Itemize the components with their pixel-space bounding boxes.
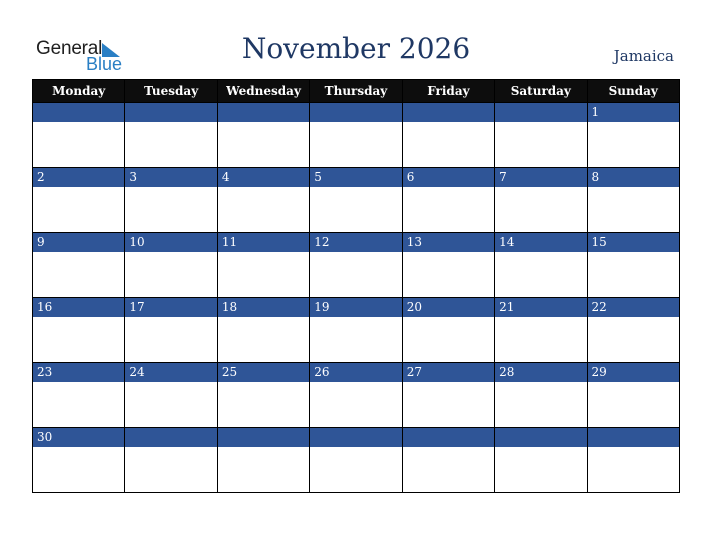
day-cell-body [218, 168, 309, 232]
day-cell-body [310, 428, 401, 492]
day-cell-body [588, 428, 679, 492]
day-cell[interactable] [33, 103, 125, 168]
day-cell-body [218, 233, 309, 297]
day-cell[interactable] [125, 428, 217, 493]
day-cell[interactable] [217, 298, 309, 363]
week-row [33, 428, 680, 493]
logo-text-general: General [36, 38, 103, 59]
week-row [33, 298, 680, 363]
day-number: 16 [33, 298, 124, 317]
day-cell[interactable] [217, 428, 309, 493]
day-number: 23 [33, 363, 124, 382]
weekday-header: Sunday [587, 80, 679, 103]
day-number: 29 [588, 363, 679, 382]
weekday-header-row [33, 80, 680, 103]
day-cell-body [403, 168, 494, 232]
week-row [33, 103, 680, 168]
day-cell-body [403, 298, 494, 362]
day-cell[interactable] [495, 233, 587, 298]
day-cell-body [403, 363, 494, 427]
day-number: 30 [33, 428, 124, 447]
day-number [403, 428, 494, 447]
calendar-grid [32, 79, 680, 493]
day-cell-body [310, 233, 401, 297]
day-number: 27 [403, 363, 494, 382]
day-cell-body [588, 103, 679, 167]
day-cell-body [588, 298, 679, 362]
day-cell-body [588, 168, 679, 232]
day-cell[interactable] [125, 103, 217, 168]
day-cell[interactable] [402, 103, 494, 168]
day-cell-body [125, 233, 216, 297]
day-number [125, 103, 216, 122]
day-cell[interactable] [125, 298, 217, 363]
day-cell[interactable] [217, 168, 309, 233]
week-row [33, 363, 680, 428]
weekday-header: Saturday [495, 80, 587, 103]
day-number: 26 [310, 363, 401, 382]
day-number: 17 [125, 298, 216, 317]
day-cell[interactable] [217, 103, 309, 168]
day-number: 21 [495, 298, 586, 317]
day-number: 13 [403, 233, 494, 252]
day-cell-body [33, 168, 124, 232]
day-number: 1 [588, 103, 679, 122]
day-cell-body [588, 363, 679, 427]
day-cell-body [218, 103, 309, 167]
day-number: 4 [218, 168, 309, 187]
page-title: November 2026 [241, 32, 471, 65]
day-number: 6 [403, 168, 494, 187]
country-label: Jamaica [613, 47, 674, 65]
day-number [310, 428, 401, 447]
day-cell[interactable] [587, 233, 679, 298]
day-number [218, 103, 309, 122]
day-cell-body [310, 363, 401, 427]
day-cell-body [495, 363, 586, 427]
day-cell[interactable] [402, 428, 494, 493]
day-number: 5 [310, 168, 401, 187]
day-number [403, 103, 494, 122]
day-number: 8 [588, 168, 679, 187]
day-cell[interactable] [587, 103, 679, 168]
day-number: 11 [218, 233, 309, 252]
day-cell-body [495, 168, 586, 232]
day-cell-body [33, 363, 124, 427]
day-number: 15 [588, 233, 679, 252]
day-number: 19 [310, 298, 401, 317]
day-cell[interactable] [402, 298, 494, 363]
day-cell-body [125, 298, 216, 362]
day-cell-body [495, 233, 586, 297]
day-number [495, 428, 586, 447]
day-cell-body [495, 103, 586, 167]
day-cell[interactable] [33, 363, 125, 428]
day-cell[interactable] [495, 298, 587, 363]
day-cell-body [125, 363, 216, 427]
day-cell-body [310, 168, 401, 232]
weekday-header: Friday [402, 80, 494, 103]
day-cell[interactable] [310, 298, 402, 363]
day-number: 7 [495, 168, 586, 187]
day-cell-body [125, 428, 216, 492]
day-cell[interactable] [33, 428, 125, 493]
week-row [33, 233, 680, 298]
day-number: 18 [218, 298, 309, 317]
day-cell[interactable] [402, 168, 494, 233]
day-number: 2 [33, 168, 124, 187]
day-cell-body [218, 363, 309, 427]
day-number: 28 [495, 363, 586, 382]
day-cell-body [403, 428, 494, 492]
day-cell-body [403, 233, 494, 297]
day-cell[interactable] [125, 363, 217, 428]
day-cell[interactable] [587, 428, 679, 493]
day-cell-body [588, 233, 679, 297]
day-number: 9 [33, 233, 124, 252]
day-number [310, 103, 401, 122]
day-cell-body [310, 298, 401, 362]
day-cell-body [125, 168, 216, 232]
day-cell[interactable] [310, 428, 402, 493]
day-cell[interactable] [310, 103, 402, 168]
day-cell[interactable] [310, 233, 402, 298]
day-number: 25 [218, 363, 309, 382]
day-cell[interactable] [33, 233, 125, 298]
day-number: 3 [125, 168, 216, 187]
day-cell-body [33, 428, 124, 492]
day-cell[interactable] [125, 168, 217, 233]
day-cell[interactable] [402, 233, 494, 298]
weekday-header: Monday [33, 80, 125, 103]
day-cell[interactable] [402, 363, 494, 428]
day-cell-body [218, 428, 309, 492]
day-cell[interactable] [310, 168, 402, 233]
weekday-header: Wednesday [217, 80, 309, 103]
day-cell-body [403, 103, 494, 167]
day-cell[interactable] [587, 298, 679, 363]
day-cell-body [33, 103, 124, 167]
day-cell-body [33, 233, 124, 297]
day-number [218, 428, 309, 447]
day-cell-body [310, 103, 401, 167]
week-row [33, 168, 680, 233]
day-cell[interactable] [125, 233, 217, 298]
day-cell[interactable] [587, 168, 679, 233]
day-cell[interactable] [495, 103, 587, 168]
day-cell-body [125, 103, 216, 167]
weekday-header: Tuesday [125, 80, 217, 103]
day-cell[interactable] [495, 168, 587, 233]
day-cell[interactable] [33, 168, 125, 233]
day-number [33, 103, 124, 122]
day-number [125, 428, 216, 447]
day-cell[interactable] [33, 298, 125, 363]
day-cell-body [495, 298, 586, 362]
day-cell-body [218, 298, 309, 362]
day-cell[interactable] [495, 363, 587, 428]
day-cell[interactable] [217, 363, 309, 428]
day-number: 12 [310, 233, 401, 252]
weekday-header: Thursday [310, 80, 402, 103]
day-cell-body [495, 428, 586, 492]
day-number: 14 [495, 233, 586, 252]
day-number [588, 428, 679, 447]
day-cell[interactable] [217, 233, 309, 298]
day-number: 24 [125, 363, 216, 382]
day-cell[interactable] [587, 363, 679, 428]
day-number [495, 103, 586, 122]
day-cell-body [33, 298, 124, 362]
day-number: 20 [403, 298, 494, 317]
day-cell[interactable] [310, 363, 402, 428]
day-cell[interactable] [495, 428, 587, 493]
day-number: 10 [125, 233, 216, 252]
day-number: 22 [588, 298, 679, 317]
logo-text-blue: Blue [86, 54, 123, 74]
